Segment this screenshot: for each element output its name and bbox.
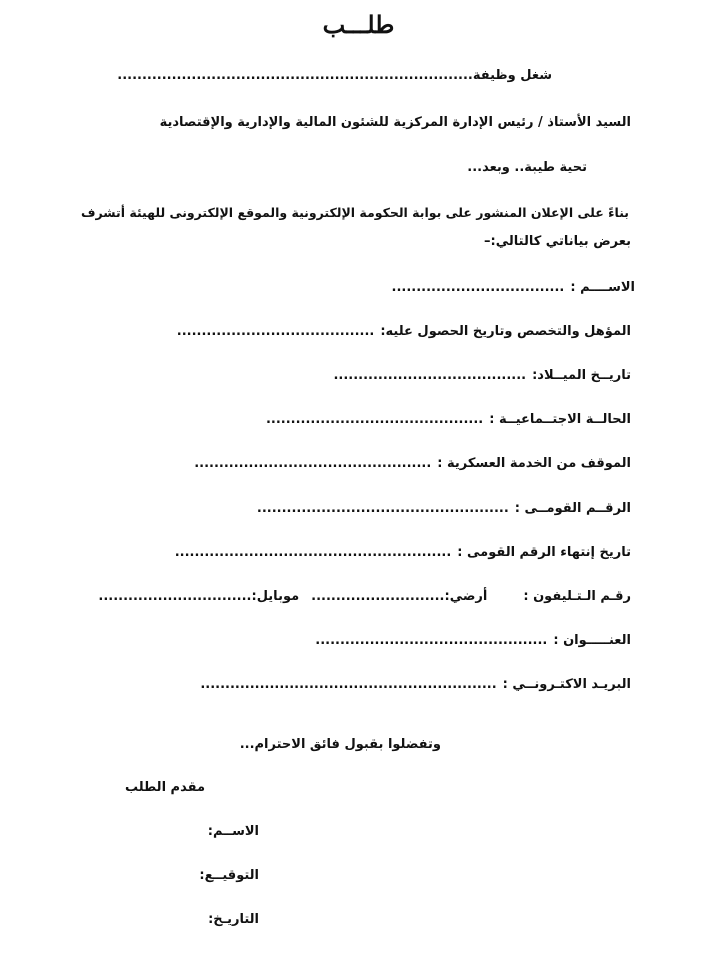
field-id-expiry-dots: ........................................................ — [174, 545, 452, 560]
field-name-dots: ................................... — [391, 280, 565, 295]
job-label: شغل وظيفة — [472, 68, 552, 83]
field-national-id-dots: ................................................... — [256, 501, 509, 516]
job-line — [117, 66, 552, 86]
addressee-line: السيد الأستاذ / رئيس الإدارة المركزية للشئون المالية والإدارية والإقتصادية — [159, 115, 631, 130]
field-address-label: العنـــــوان : — [553, 633, 631, 648]
field-phone-mobile-dots: ............................... — [98, 589, 252, 604]
field-national-id-row — [257, 499, 631, 519]
field-email-label: البريـد الاكتـرونــي : — [502, 677, 631, 692]
field-military-label: الموقف من الخدمة العسكرية : — [437, 456, 631, 471]
field-marital-status-row — [266, 410, 631, 430]
field-phone-label: رقـم الـتـليفون : — [523, 589, 631, 604]
field-phone-landline-label: أرضي: — [444, 589, 488, 604]
field-birth-date-label: تاريــخ الميــلاد: — [532, 368, 631, 383]
field-address-row — [315, 631, 631, 651]
field-marital-status-label: الحالــة الاجتــماعيــة : — [489, 412, 631, 427]
field-email-dots: ............................................................ — [200, 677, 497, 692]
field-phone-mobile-label: موبايل: — [251, 589, 300, 604]
field-email-row — [200, 675, 631, 695]
applicant-date-label: التاريـخ: — [208, 912, 259, 927]
greeting-line: تحية طيبة.. وبعد... — [467, 160, 587, 175]
field-phone-row — [98, 587, 631, 607]
field-marital-status-dots: ............................................ — [265, 412, 484, 427]
field-qualification-row — [177, 322, 631, 342]
field-id-expiry-row — [175, 543, 631, 563]
field-national-id-label: الرقــم القومــى : — [514, 501, 631, 516]
field-phone-landline-dots: ........................... — [311, 589, 445, 604]
applicant-signature-label: التوقيــع: — [199, 868, 259, 883]
field-address-dots: ............................................... — [315, 633, 548, 648]
body-line-1: بناءً على الإعلان المنشور على بوابة الحكومة الإلكترونية والموقع الإلكترونى للهيئة أتشرف — [81, 205, 629, 220]
field-id-expiry-label: تاريخ إنتهاء الرقم القومى : — [457, 545, 631, 560]
field-name-row — [392, 278, 635, 298]
applicant-heading: مقدم الطلب — [124, 780, 205, 795]
body-line-2: بعرض بياناتي كالتالي:– — [484, 234, 631, 249]
job-dots: ........................................................................ — [117, 68, 473, 83]
field-birth-date-row — [333, 366, 631, 386]
field-qualification-label: المؤهل والتخصص وتاريخ الحصول عليه: — [380, 324, 631, 339]
field-birth-date-dots: ....................................... — [333, 368, 527, 383]
field-name-label: الاســــم : — [570, 280, 635, 295]
field-military-dots: ................................................ — [194, 456, 432, 471]
closing-line: وتفضلوا بقبول فائق الاحترام... — [239, 737, 441, 752]
applicant-name-label: الاســم: — [207, 824, 259, 839]
field-qualification-dots: ........................................ — [176, 324, 375, 339]
page-title: طلـــب — [322, 10, 395, 39]
field-military-row — [194, 454, 631, 474]
